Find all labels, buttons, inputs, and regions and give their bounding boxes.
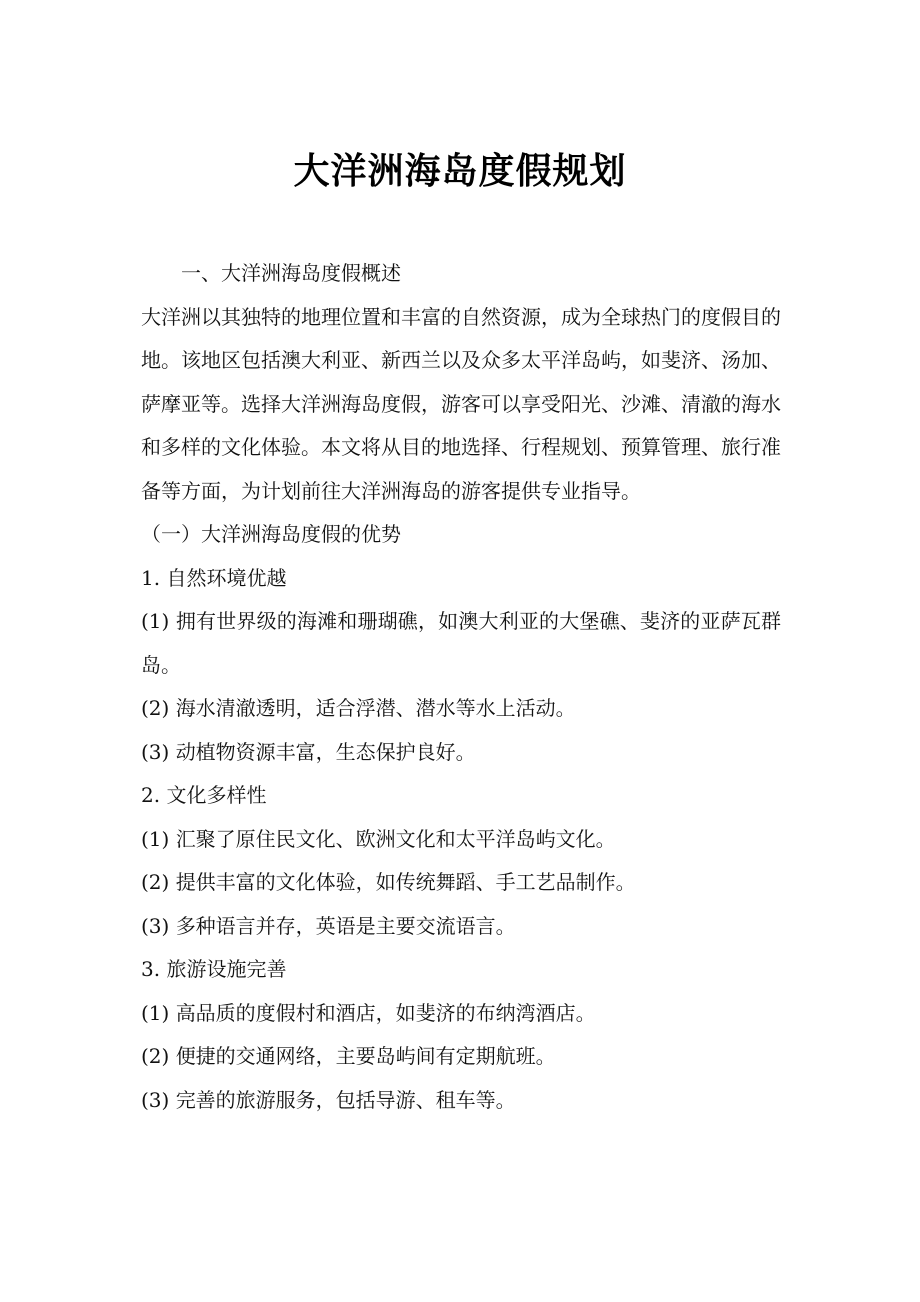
point-item: (2) 海水清澈透明，适合浮潜、潜水等水上活动。: [141, 696, 576, 720]
point-item: (1) 高品质的度假村和酒店，如斐济的布纳湾酒店。: [141, 1000, 596, 1025]
point-item: (2) 提供丰富的文化体验，如传统舞蹈、手工艺品制作。: [141, 870, 636, 894]
point-item: (3) 完善的旅游服务，包括导游、租车等。: [141, 1087, 516, 1112]
point-item: (1) 汇聚了原住民文化、欧洲文化和太平洋岛屿文化。: [141, 826, 616, 851]
section-heading: 一、大洋洲海岛度假概述: [181, 261, 401, 285]
subsection-heading: （一）大洋洲海岛度假的优势: [141, 522, 401, 546]
point-item: (3) 动植物资源丰富，生态保护良好。: [141, 739, 476, 764]
point-item: (2) 便捷的交通网络，主要岛屿间有定期航班。: [141, 1044, 556, 1068]
document-title: 大洋洲海岛度假规划: [293, 151, 627, 192]
point-heading: 1. 自然环境优越: [141, 565, 287, 590]
point-item: (1) 拥有世界级的海滩和珊瑚礁，如澳大利亚的大堡礁、斐济的亚萨瓦群岛。: [141, 609, 781, 677]
point-heading: 3. 旅游设施完善: [141, 957, 287, 981]
intro-paragraph: 大洋洲以其独特的地理位置和丰富的自然资源，成为全球热门的度假目的地。该地区包括澳大利亚、新西兰以及众多太平洋岛屿，如斐济、汤加、萨摩亚等。选择大洋洲海岛度假，游客可以享受阳光、沙滩、清澈的海水和多样的文化体验。本文将从目的地选择、行程规划、预算管理、旅行准备等方面，为计划前往大洋洲海岛的游客提供专业指导。: [141, 304, 781, 503]
point-item: (3) 多种语言并存，英语是主要交流语言。: [141, 913, 516, 938]
document-body: [141, 252, 781, 1122]
point-heading: 2. 文化多样性: [141, 783, 267, 807]
